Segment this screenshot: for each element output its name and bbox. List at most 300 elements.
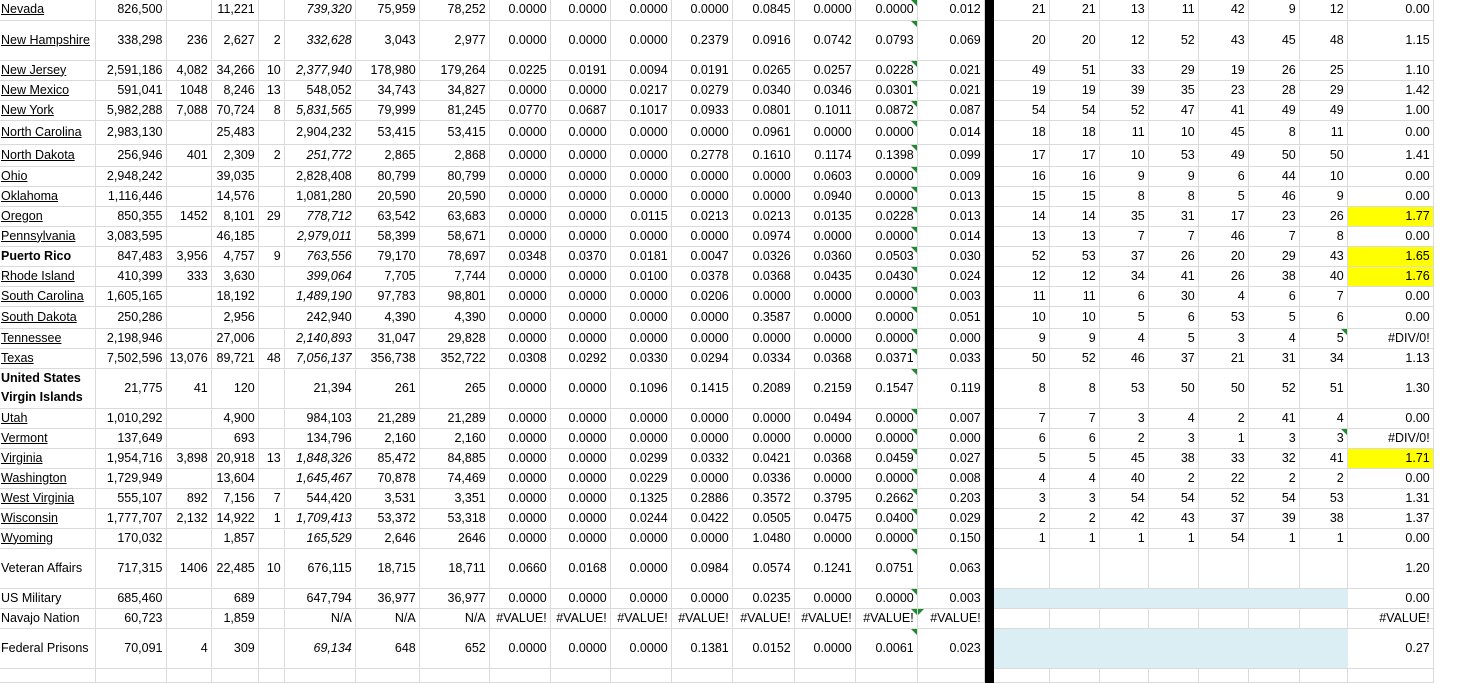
cell-c3[interactable]: 13,604 [211, 468, 258, 488]
cell-r1[interactable]: 18 [993, 120, 1049, 144]
cell-c7[interactable]: 78,252 [419, 0, 489, 20]
row-label-cell[interactable]: New Hampshire [0, 20, 95, 60]
cell-r8[interactable] [1347, 668, 1433, 682]
cell-c6[interactable]: 3,043 [355, 20, 419, 60]
row-label-cell[interactable] [0, 668, 95, 682]
cell-c9[interactable]: 0.0000 [550, 226, 610, 246]
cell-c2[interactable]: 3,956 [166, 246, 211, 266]
cell-r6[interactable]: 7 [1248, 226, 1299, 246]
cell-c14[interactable]: 0.0000 [855, 166, 917, 186]
cell-c11[interactable]: 0.0000 [671, 0, 732, 20]
cell-c8[interactable]: 0.0000 [489, 20, 550, 60]
cell-c6[interactable]: 20,590 [355, 186, 419, 206]
cell-c7[interactable]: 2646 [419, 528, 489, 548]
cell-c3[interactable]: 27,006 [211, 328, 258, 348]
cell-c4[interactable]: 29 [258, 206, 284, 226]
cell-c12[interactable]: 0.3572 [732, 488, 794, 508]
cell-c14[interactable]: 0.0000 [855, 0, 917, 20]
cell-r4[interactable]: 37 [1148, 348, 1198, 368]
cell-c2[interactable]: 4,082 [166, 60, 211, 80]
cell-r7[interactable]: 4 [1299, 408, 1347, 428]
cell-c13[interactable]: 0.0475 [794, 508, 855, 528]
cell-c14[interactable]: 0.0301 [855, 80, 917, 100]
cell-c9[interactable]: 0.0687 [550, 100, 610, 120]
cell-c8[interactable]: 0.0000 [489, 628, 550, 668]
cell-c15[interactable]: 0.051 [917, 306, 984, 328]
cell-r6[interactable]: 54 [1248, 488, 1299, 508]
cell-c14[interactable]: 0.0000 [855, 428, 917, 448]
cell-c11[interactable]: 0.2886 [671, 488, 732, 508]
cell-r4[interactable] [1148, 548, 1198, 588]
cell-r6[interactable]: 29 [1248, 246, 1299, 266]
cell-r4[interactable] [1148, 668, 1198, 682]
cell-c10[interactable]: 0.0000 [610, 548, 671, 588]
cell-c4[interactable] [258, 286, 284, 306]
cell-c12[interactable]: 0.0000 [732, 166, 794, 186]
cell-c7[interactable]: 265 [419, 368, 489, 408]
cell-c11[interactable]: 0.2379 [671, 20, 732, 60]
cell-c15[interactable]: #VALUE! [917, 608, 984, 628]
cell-c11[interactable]: 0.0000 [671, 186, 732, 206]
cell-c2[interactable]: 1048 [166, 80, 211, 100]
cell-r6[interactable]: 23 [1248, 206, 1299, 226]
cell-c11[interactable]: 0.0279 [671, 80, 732, 100]
cell-c11[interactable]: 0.0933 [671, 100, 732, 120]
cell-c11[interactable]: 0.1415 [671, 368, 732, 408]
cell-r2[interactable]: 53 [1049, 246, 1099, 266]
row-label-cell[interactable]: New York [0, 100, 95, 120]
cell-c6[interactable]: 178,980 [355, 60, 419, 80]
cell-c7[interactable]: 84,885 [419, 448, 489, 468]
cell-c6[interactable]: 80,799 [355, 166, 419, 186]
cell-r3[interactable]: 54 [1099, 488, 1148, 508]
cell-c2[interactable]: 2,132 [166, 508, 211, 528]
cell-c4[interactable] [258, 528, 284, 548]
cell-c8[interactable]: 0.0000 [489, 144, 550, 166]
cell-r4[interactable]: 53 [1148, 144, 1198, 166]
cell-c7[interactable]: 21,289 [419, 408, 489, 428]
cell-c8[interactable]: 0.0660 [489, 548, 550, 588]
cell-c11[interactable]: 0.0378 [671, 266, 732, 286]
cell-c5[interactable]: 399,064 [284, 266, 355, 286]
cell-r3[interactable]: 7 [1099, 226, 1148, 246]
cell-r5[interactable]: 54 [1198, 528, 1248, 548]
cell-c10[interactable]: 0.1325 [610, 488, 671, 508]
cell-r4[interactable]: 2 [1148, 468, 1198, 488]
cell-c8[interactable]: 0.0000 [489, 528, 550, 548]
cell-c3[interactable]: 34,266 [211, 60, 258, 80]
cell-c4[interactable]: 10 [258, 60, 284, 80]
cell-c1[interactable]: 21,775 [95, 368, 166, 408]
cell-c11[interactable]: 0.0000 [671, 428, 732, 448]
cell-c2[interactable] [166, 306, 211, 328]
cell-c6[interactable]: 3,531 [355, 488, 419, 508]
cell-r1[interactable]: 3 [993, 488, 1049, 508]
cell-r2[interactable]: 2 [1049, 508, 1099, 528]
cell-c2[interactable] [166, 588, 211, 608]
cell-r5[interactable]: 19 [1198, 60, 1248, 80]
cell-c7[interactable]: 3,351 [419, 488, 489, 508]
cell-c4[interactable] [258, 120, 284, 144]
cell-r4[interactable]: 10 [1148, 120, 1198, 144]
cell-c3[interactable]: 8,246 [211, 80, 258, 100]
cell-r4[interactable]: 4 [1148, 408, 1198, 428]
cell-c8[interactable]: 0.0000 [489, 488, 550, 508]
cell-r6[interactable]: 4 [1248, 328, 1299, 348]
cell-c1[interactable]: 2,983,130 [95, 120, 166, 144]
cell-c15[interactable]: 0.003 [917, 588, 984, 608]
row-label-cell[interactable]: Washington [0, 468, 95, 488]
cell-c15[interactable]: 0.024 [917, 266, 984, 286]
cell-c12[interactable]: 0.3587 [732, 306, 794, 328]
cell-c13[interactable]: 0.1241 [794, 548, 855, 588]
cell-r3[interactable]: 37 [1099, 246, 1148, 266]
cell-r7[interactable]: 5 [1299, 328, 1347, 348]
cell-r3[interactable]: 33 [1099, 60, 1148, 80]
cell-c12[interactable]: 0.0000 [732, 186, 794, 206]
cell-c15[interactable]: 0.029 [917, 508, 984, 528]
cell-r3[interactable] [1099, 668, 1148, 682]
cell-r8[interactable]: 0.00 [1347, 226, 1433, 246]
cell-c9[interactable]: 0.0000 [550, 286, 610, 306]
cell-r7[interactable] [1299, 548, 1347, 588]
cell-r2[interactable]: 1 [1049, 528, 1099, 548]
cell-r6[interactable]: 38 [1248, 266, 1299, 286]
cell-c6[interactable] [355, 668, 419, 682]
row-label-cell[interactable]: West Virginia [0, 488, 95, 508]
cell-r3[interactable]: 1 [1099, 528, 1148, 548]
cell-r4[interactable]: 29 [1148, 60, 1198, 80]
cell-r1[interactable]: 50 [993, 348, 1049, 368]
cell-r2[interactable]: 51 [1049, 60, 1099, 80]
cell-c9[interactable]: 0.0000 [550, 266, 610, 286]
cell-c6[interactable]: 356,738 [355, 348, 419, 368]
cell-c9[interactable]: 0.0000 [550, 448, 610, 468]
cell-c5[interactable]: 2,377,940 [284, 60, 355, 80]
cell-c4[interactable] [258, 226, 284, 246]
cell-c8[interactable]: 0.0000 [489, 226, 550, 246]
cell-r6[interactable]: 50 [1248, 144, 1299, 166]
cell-r5[interactable]: 41 [1198, 100, 1248, 120]
cell-r2[interactable]: 17 [1049, 144, 1099, 166]
cell-r5[interactable]: 52 [1198, 488, 1248, 508]
cell-c8[interactable]: 0.0000 [489, 166, 550, 186]
cell-c9[interactable]: 0.0000 [550, 408, 610, 428]
cell-r7[interactable]: 48 [1299, 20, 1347, 60]
cell-r8[interactable]: 0.00 [1347, 166, 1433, 186]
cell-r5[interactable]: 37 [1198, 508, 1248, 528]
cell-c4[interactable]: 48 [258, 348, 284, 368]
cell-r2[interactable]: 20 [1049, 20, 1099, 60]
cell-c1[interactable]: 2,591,186 [95, 60, 166, 80]
cell-r2[interactable]: 13 [1049, 226, 1099, 246]
cell-r5[interactable] [1198, 608, 1248, 628]
row-label-cell[interactable]: Oregon [0, 206, 95, 226]
cell-c4[interactable]: 2 [258, 144, 284, 166]
cell-r5[interactable]: 20 [1198, 246, 1248, 266]
cell-c1[interactable]: 591,041 [95, 80, 166, 100]
cell-r4[interactable] [1148, 628, 1198, 668]
cell-c5[interactable]: 2,140,893 [284, 328, 355, 348]
cell-c12[interactable]: 0.0334 [732, 348, 794, 368]
cell-c14[interactable]: 0.1547 [855, 368, 917, 408]
cell-c4[interactable]: 10 [258, 548, 284, 588]
cell-c15[interactable]: 0.150 [917, 528, 984, 548]
cell-r3[interactable]: 9 [1099, 166, 1148, 186]
cell-c1[interactable]: 1,605,165 [95, 286, 166, 306]
cell-r6[interactable]: 49 [1248, 100, 1299, 120]
cell-r7[interactable] [1299, 588, 1347, 608]
cell-r2[interactable] [1049, 668, 1099, 682]
cell-c8[interactable]: 0.0225 [489, 60, 550, 80]
cell-c3[interactable]: 2,956 [211, 306, 258, 328]
cell-r8[interactable]: #VALUE! [1347, 608, 1433, 628]
cell-r3[interactable] [1099, 548, 1148, 588]
cell-r7[interactable]: 2 [1299, 468, 1347, 488]
cell-r6[interactable]: 44 [1248, 166, 1299, 186]
cell-c2[interactable] [166, 226, 211, 246]
cell-c12[interactable] [732, 668, 794, 682]
cell-c6[interactable]: 53,372 [355, 508, 419, 528]
cell-r3[interactable] [1099, 588, 1148, 608]
cell-c2[interactable] [166, 0, 211, 20]
cell-c8[interactable]: 0.0000 [489, 408, 550, 428]
cell-r6[interactable]: 28 [1248, 80, 1299, 100]
cell-c6[interactable]: 648 [355, 628, 419, 668]
cell-c11[interactable]: 0.0191 [671, 60, 732, 80]
cell-c9[interactable]: 0.0000 [550, 144, 610, 166]
cell-c14[interactable]: 0.0228 [855, 206, 917, 226]
cell-c15[interactable]: 0.027 [917, 448, 984, 468]
cell-c14[interactable]: 0.0872 [855, 100, 917, 120]
cell-r7[interactable]: 1 [1299, 528, 1347, 548]
cell-c3[interactable]: 4,757 [211, 246, 258, 266]
cell-c9[interactable]: 0.0000 [550, 306, 610, 328]
cell-c8[interactable]: 0.0000 [489, 368, 550, 408]
cell-r5[interactable]: 42 [1198, 0, 1248, 20]
cell-c8[interactable]: 0.0000 [489, 266, 550, 286]
row-label-cell[interactable]: Rhode Island [0, 266, 95, 286]
cell-c15[interactable]: 0.013 [917, 206, 984, 226]
cell-c10[interactable]: 0.0000 [610, 186, 671, 206]
row-label-cell[interactable]: New Mexico [0, 80, 95, 100]
cell-r8[interactable]: 1.65 [1347, 246, 1433, 266]
cell-c3[interactable]: 46,185 [211, 226, 258, 246]
cell-c13[interactable]: #VALUE! [794, 608, 855, 628]
cell-c2[interactable] [166, 528, 211, 548]
cell-r3[interactable]: 13 [1099, 0, 1148, 20]
cell-c15[interactable]: 0.013 [917, 186, 984, 206]
cell-r5[interactable]: 21 [1198, 348, 1248, 368]
row-label-cell[interactable]: Veteran Affairs [0, 548, 95, 588]
cell-c7[interactable]: 352,722 [419, 348, 489, 368]
cell-c10[interactable] [610, 668, 671, 682]
cell-r2[interactable]: 8 [1049, 368, 1099, 408]
cell-c11[interactable]: 0.1381 [671, 628, 732, 668]
cell-c4[interactable] [258, 328, 284, 348]
cell-c12[interactable]: 0.1610 [732, 144, 794, 166]
cell-c1[interactable]: 1,010,292 [95, 408, 166, 428]
cell-r8[interactable]: 1.31 [1347, 488, 1433, 508]
cell-r3[interactable]: 12 [1099, 20, 1148, 60]
cell-r4[interactable]: 5 [1148, 328, 1198, 348]
cell-c12[interactable]: 0.0574 [732, 548, 794, 588]
cell-c4[interactable]: 9 [258, 246, 284, 266]
cell-c5[interactable]: 69,134 [284, 628, 355, 668]
cell-r2[interactable]: 4 [1049, 468, 1099, 488]
cell-c1[interactable]: 685,460 [95, 588, 166, 608]
cell-c3[interactable]: 14,576 [211, 186, 258, 206]
cell-r2[interactable]: 3 [1049, 488, 1099, 508]
cell-c15[interactable]: 0.063 [917, 548, 984, 588]
cell-r6[interactable] [1248, 588, 1299, 608]
cell-r2[interactable]: 12 [1049, 266, 1099, 286]
cell-r7[interactable]: 3 [1299, 428, 1347, 448]
cell-c14[interactable]: 0.1398 [855, 144, 917, 166]
cell-r4[interactable]: 26 [1148, 246, 1198, 266]
cell-c10[interactable]: 0.0000 [610, 20, 671, 60]
cell-c5[interactable] [284, 668, 355, 682]
cell-c3[interactable]: 2,627 [211, 20, 258, 60]
cell-r1[interactable]: 15 [993, 186, 1049, 206]
cell-c2[interactable] [166, 186, 211, 206]
cell-c13[interactable]: 0.0360 [794, 246, 855, 266]
cell-r5[interactable] [1198, 628, 1248, 668]
cell-c4[interactable]: 7 [258, 488, 284, 508]
row-label-cell[interactable]: Ohio [0, 166, 95, 186]
cell-c15[interactable]: 0.023 [917, 628, 984, 668]
cell-c12[interactable]: 0.0213 [732, 206, 794, 226]
cell-c1[interactable]: 826,500 [95, 0, 166, 20]
cell-c11[interactable]: 0.0000 [671, 588, 732, 608]
cell-c12[interactable]: 0.2089 [732, 368, 794, 408]
cell-r5[interactable]: 5 [1198, 186, 1248, 206]
cell-c2[interactable]: 7,088 [166, 100, 211, 120]
cell-c5[interactable]: 1,081,280 [284, 186, 355, 206]
cell-r3[interactable]: 42 [1099, 508, 1148, 528]
cell-r2[interactable]: 54 [1049, 100, 1099, 120]
cell-r8[interactable]: 1.77 [1347, 206, 1433, 226]
cell-c10[interactable]: 0.0000 [610, 306, 671, 328]
cell-r3[interactable] [1099, 628, 1148, 668]
cell-c15[interactable]: 0.012 [917, 0, 984, 20]
row-label-cell[interactable]: Vermont [0, 428, 95, 448]
cell-r1[interactable]: 17 [993, 144, 1049, 166]
cell-c1[interactable]: 2,198,946 [95, 328, 166, 348]
cell-r2[interactable]: 11 [1049, 286, 1099, 306]
cell-c1[interactable]: 250,286 [95, 306, 166, 328]
cell-c12[interactable]: #VALUE! [732, 608, 794, 628]
cell-r8[interactable]: 0.00 [1347, 408, 1433, 428]
cell-r1[interactable] [993, 668, 1049, 682]
cell-r6[interactable]: 6 [1248, 286, 1299, 306]
cell-c4[interactable] [258, 668, 284, 682]
cell-c5[interactable]: 332,628 [284, 20, 355, 60]
cell-c8[interactable]: 0.0000 [489, 120, 550, 144]
cell-r2[interactable]: 19 [1049, 80, 1099, 100]
cell-c3[interactable]: 70,724 [211, 100, 258, 120]
cell-c10[interactable]: 0.0299 [610, 448, 671, 468]
cell-r1[interactable]: 21 [993, 0, 1049, 20]
cell-c7[interactable]: 29,828 [419, 328, 489, 348]
cell-c15[interactable]: 0.030 [917, 246, 984, 266]
cell-r8[interactable]: 0.00 [1347, 468, 1433, 488]
row-label-cell[interactable]: US Military [0, 588, 95, 608]
cell-c9[interactable]: 0.0370 [550, 246, 610, 266]
cell-c5[interactable]: 1,645,467 [284, 468, 355, 488]
cell-r7[interactable] [1299, 668, 1347, 682]
cell-r3[interactable]: 10 [1099, 144, 1148, 166]
cell-r7[interactable]: 12 [1299, 0, 1347, 20]
cell-c13[interactable]: 0.3795 [794, 488, 855, 508]
cell-c14[interactable]: 0.0503 [855, 246, 917, 266]
cell-c6[interactable]: 63,542 [355, 206, 419, 226]
cell-c7[interactable]: 98,801 [419, 286, 489, 306]
cell-r2[interactable] [1049, 608, 1099, 628]
cell-r7[interactable] [1299, 628, 1347, 668]
row-label-cell[interactable]: North Carolina [0, 120, 95, 144]
cell-r7[interactable]: 7 [1299, 286, 1347, 306]
cell-c5[interactable]: 242,940 [284, 306, 355, 328]
cell-c14[interactable]: 0.0371 [855, 348, 917, 368]
cell-c13[interactable]: 0.0000 [794, 628, 855, 668]
cell-r3[interactable]: 3 [1099, 408, 1148, 428]
cell-c4[interactable] [258, 186, 284, 206]
cell-r8[interactable]: 0.27 [1347, 628, 1433, 668]
cell-r8[interactable]: 1.30 [1347, 368, 1433, 408]
cell-c7[interactable]: 20,590 [419, 186, 489, 206]
cell-c14[interactable]: 0.0000 [855, 588, 917, 608]
cell-c6[interactable]: 2,160 [355, 428, 419, 448]
cell-r2[interactable]: 52 [1049, 348, 1099, 368]
cell-r8[interactable]: 0.00 [1347, 286, 1433, 306]
cell-c10[interactable]: 0.0000 [610, 226, 671, 246]
cell-r1[interactable] [993, 548, 1049, 588]
cell-c10[interactable]: 0.0000 [610, 144, 671, 166]
cell-r5[interactable] [1198, 548, 1248, 588]
cell-c5[interactable]: 1,489,190 [284, 286, 355, 306]
cell-c2[interactable]: 41 [166, 368, 211, 408]
cell-r8[interactable]: 1.76 [1347, 266, 1433, 286]
cell-c4[interactable] [258, 468, 284, 488]
cell-c7[interactable]: 53,318 [419, 508, 489, 528]
cell-r6[interactable]: 26 [1248, 60, 1299, 80]
cell-c7[interactable]: 74,469 [419, 468, 489, 488]
cell-r4[interactable]: 11 [1148, 0, 1198, 20]
cell-c13[interactable]: 0.2159 [794, 368, 855, 408]
cell-r4[interactable]: 9 [1148, 166, 1198, 186]
cell-c5[interactable]: 739,320 [284, 0, 355, 20]
cell-c4[interactable]: 2 [258, 20, 284, 60]
cell-c11[interactable]: #VALUE! [671, 608, 732, 628]
cell-c13[interactable]: 0.0603 [794, 166, 855, 186]
cell-r6[interactable]: 52 [1248, 368, 1299, 408]
cell-c15[interactable]: 0.009 [917, 166, 984, 186]
cell-r3[interactable]: 40 [1099, 468, 1148, 488]
cell-c13[interactable]: 0.0494 [794, 408, 855, 428]
cell-c9[interactable]: 0.0000 [550, 428, 610, 448]
cell-r6[interactable]: 39 [1248, 508, 1299, 528]
cell-c8[interactable]: 0.0000 [489, 428, 550, 448]
cell-c3[interactable]: 8,101 [211, 206, 258, 226]
cell-c13[interactable]: 0.0000 [794, 428, 855, 448]
cell-c13[interactable]: 0.0368 [794, 448, 855, 468]
cell-r1[interactable]: 11 [993, 286, 1049, 306]
cell-c9[interactable]: 0.0000 [550, 508, 610, 528]
cell-r1[interactable]: 54 [993, 100, 1049, 120]
row-label-cell[interactable]: Utah [0, 408, 95, 428]
cell-r2[interactable]: 7 [1049, 408, 1099, 428]
